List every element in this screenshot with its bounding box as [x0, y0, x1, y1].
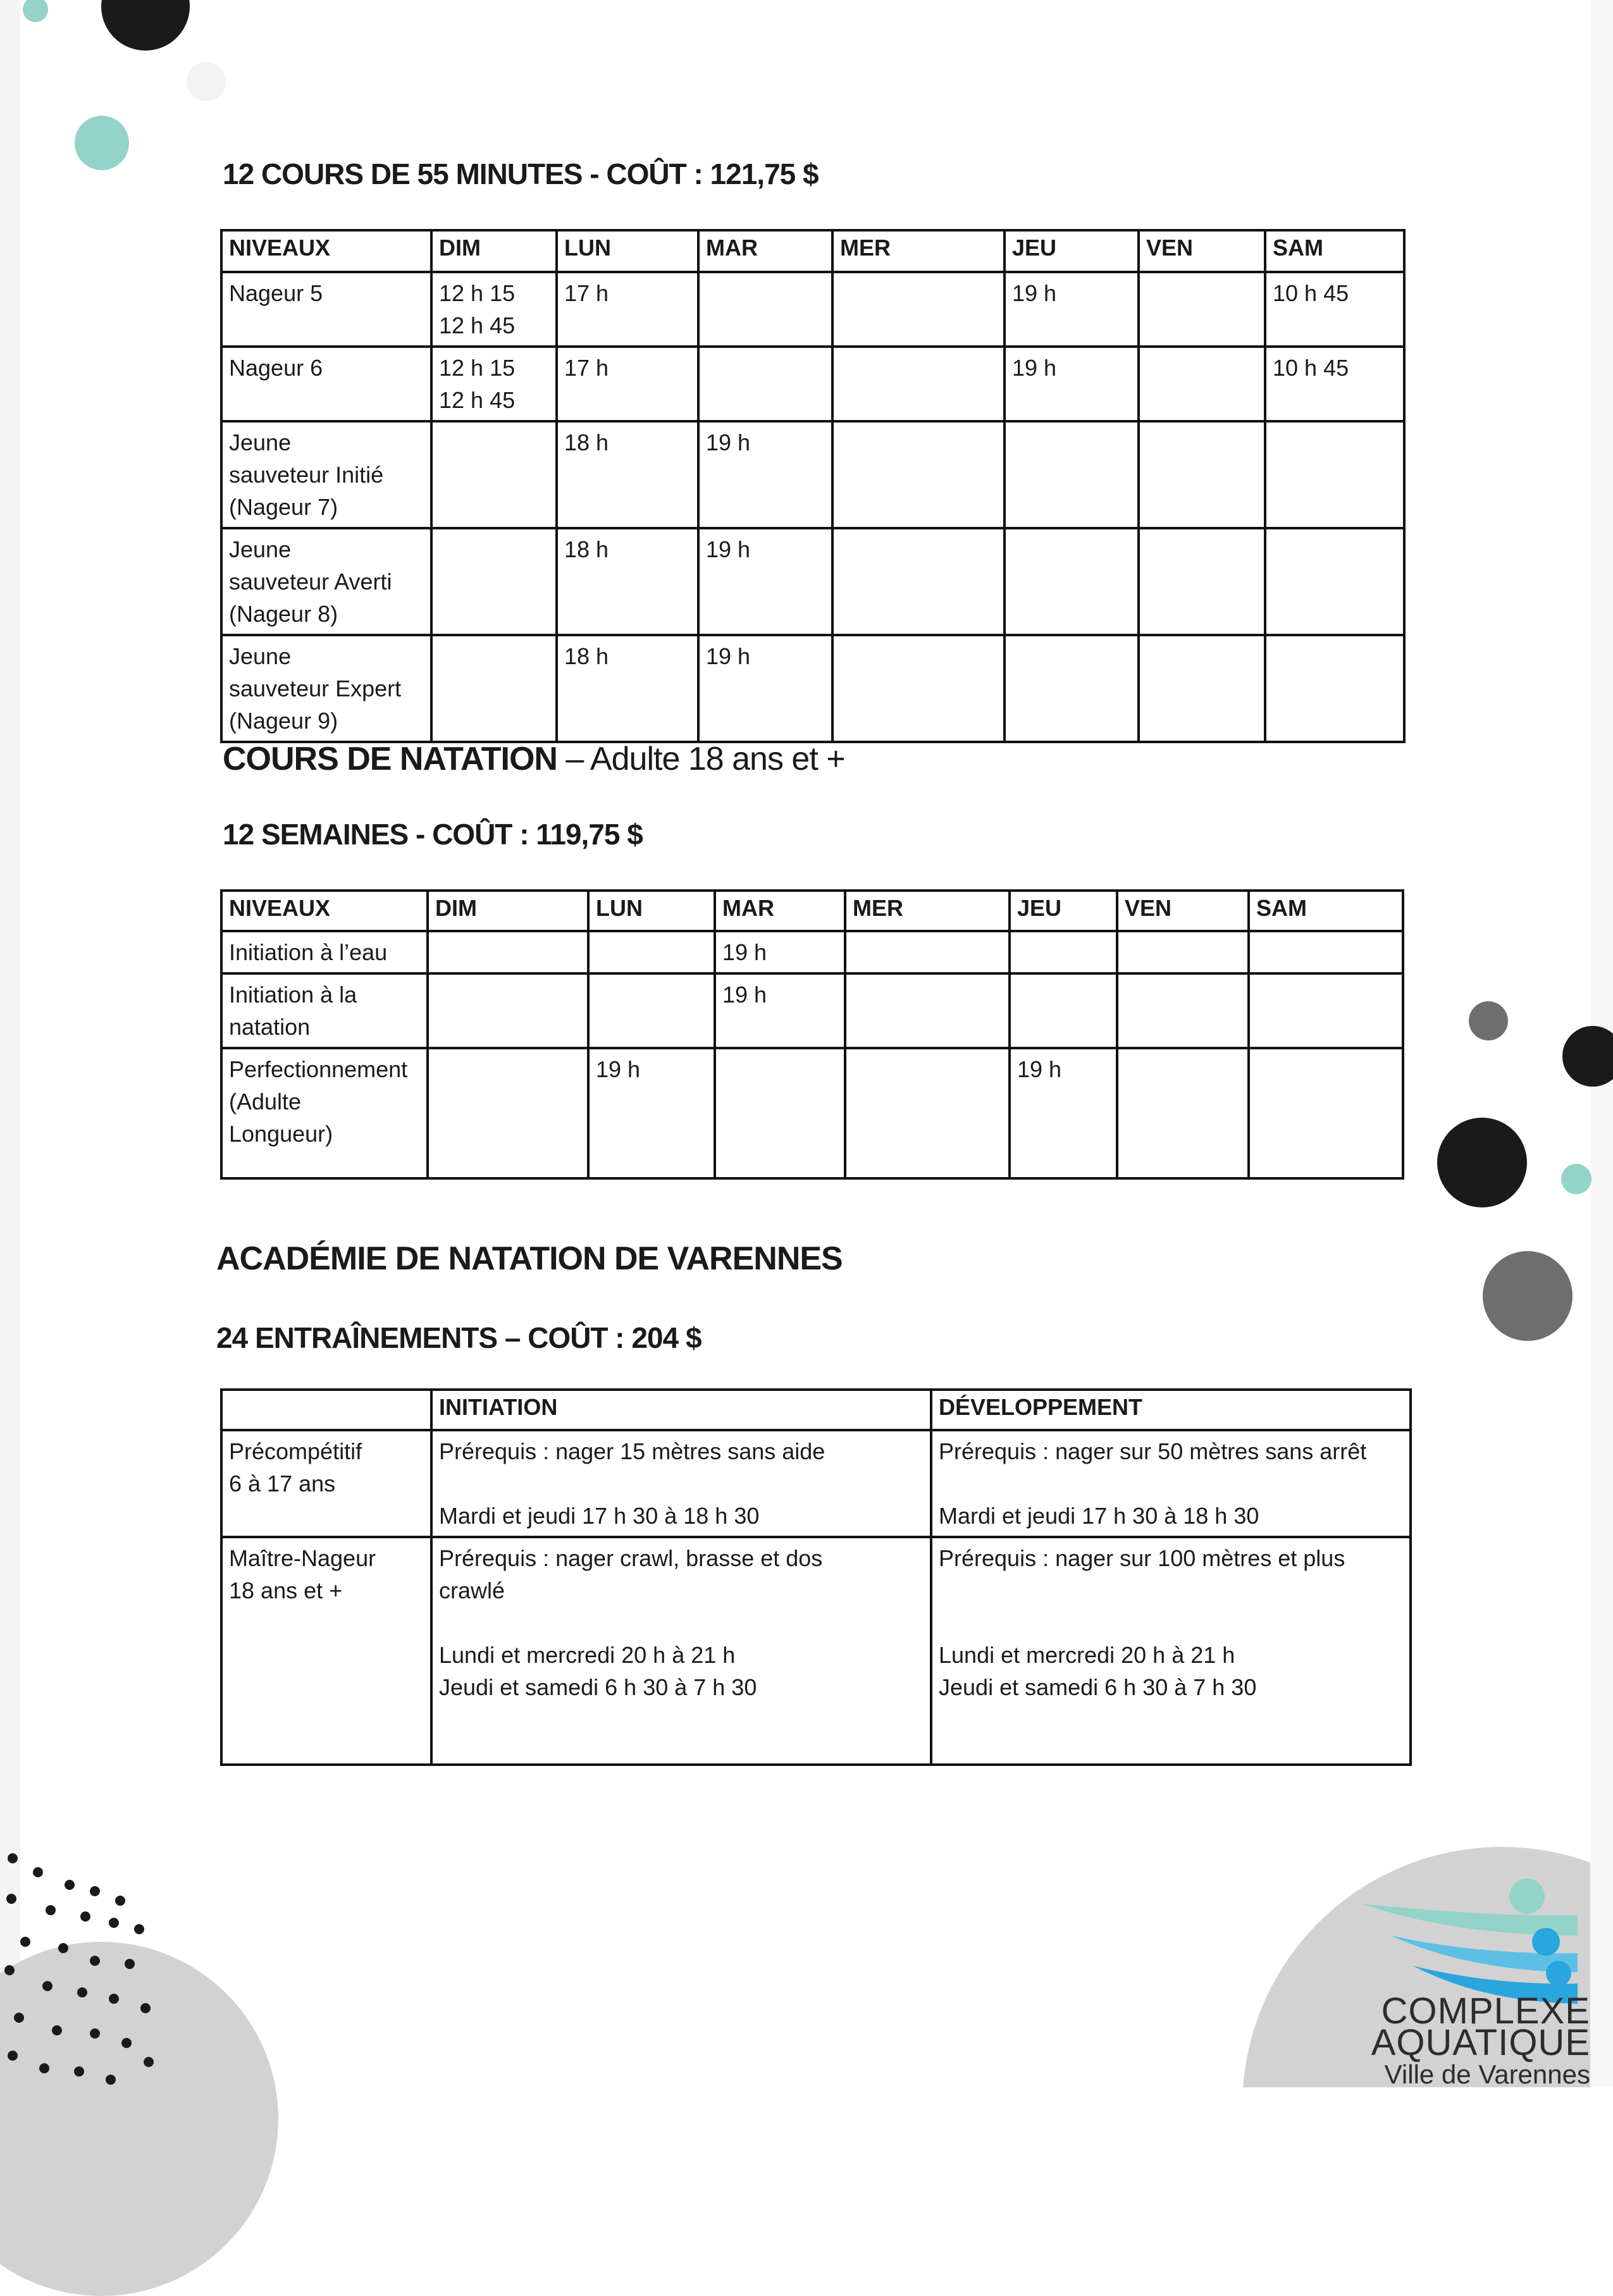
table-cell — [1117, 1048, 1249, 1178]
table-cell: Prérequis : nager 15 mètres sans aide Mardi et jeudi 17 h 30 à 18 h 30 — [431, 1430, 931, 1537]
column-header: INITIATION — [431, 1390, 931, 1430]
column-header: NIVEAUX — [221, 891, 428, 931]
section2-title — [223, 740, 845, 778]
table-cell — [832, 421, 1004, 528]
table-cell — [1249, 931, 1403, 973]
table-cell: 17 h — [557, 272, 698, 347]
table-cell — [431, 635, 557, 742]
table-cell — [588, 931, 715, 973]
table-cell — [1265, 421, 1404, 528]
section1-schedule-table — [220, 229, 1406, 743]
table-cell: Prérequis : nager sur 100 mètres et plus Lundi et mercredi 20 h à 21 h Jeudi et samedi 6 h 30 à 7 h 30 — [931, 1537, 1411, 1765]
table-row — [221, 1048, 1403, 1178]
table-row — [221, 272, 1404, 347]
table-cell: 19 h — [588, 1048, 715, 1178]
row-label-cell: Perfectionnement (Adulte Longueur) — [221, 1048, 428, 1178]
table-row — [221, 635, 1404, 742]
section2-header-row — [221, 891, 1403, 931]
table-cell — [1265, 528, 1404, 635]
column-header: DÉVELOPPEMENT — [931, 1390, 1411, 1430]
logo-text-line2: AQUATIQUE — [1371, 2022, 1590, 2063]
table-cell — [1249, 1048, 1403, 1178]
table-cell: 19 h — [698, 528, 832, 635]
table-cell: 12 h 15 12 h 45 — [431, 272, 557, 347]
table-cell — [1265, 635, 1404, 742]
decor-circle-black-large — [101, 0, 190, 51]
section3-subtitle: 24 ENTRAÎNEMENTS – COÛT : 204 $ — [216, 1321, 701, 1354]
column-header: JEU — [1010, 891, 1117, 931]
table-cell — [715, 1048, 845, 1178]
section3-header-row — [221, 1390, 1411, 1430]
row-label-cell: Jeune sauveteur Expert (Nageur 9) — [221, 635, 431, 742]
table-cell: 17 h — [557, 347, 698, 421]
table-cell: 19 h — [1004, 272, 1139, 347]
section1-title: 12 COURS DE 55 MINUTES - COÛT : 121,75 $ — [223, 157, 819, 190]
row-label-cell: Nageur 5 — [221, 272, 431, 347]
table-cell: 19 h — [698, 635, 832, 742]
row-label-cell: Initiation à la natation — [221, 973, 428, 1048]
table-cell: 18 h — [557, 421, 698, 528]
table-cell — [1139, 272, 1265, 347]
section2-schedule-table — [220, 889, 1404, 1180]
table-cell — [1117, 973, 1249, 1048]
table-cell — [1249, 973, 1403, 1048]
column-header: MER — [832, 230, 1004, 272]
section3-title: ACADÉMIE DE NATATION DE VARENNES — [216, 1240, 843, 1277]
table-cell: 10 h 45 — [1265, 272, 1404, 347]
table-cell — [1010, 973, 1117, 1048]
column-header: MAR — [698, 230, 832, 272]
row-label-cell: Nageur 6 — [221, 347, 431, 421]
decor-circle-teal-small — [23, 0, 48, 22]
table-cell — [428, 973, 588, 1048]
table-cell: 18 h — [557, 635, 698, 742]
table-cell: 19 h — [1010, 1048, 1117, 1178]
table-cell: 19 h — [1004, 347, 1139, 421]
column-header: JEU — [1004, 230, 1139, 272]
row-label-cell: Maître-Nageur 18 ans et + — [221, 1537, 431, 1765]
table-cell — [1139, 347, 1265, 421]
row-label-cell: Précompétitif 6 à 17 ans — [221, 1430, 431, 1537]
column-header: SAM — [1265, 230, 1404, 272]
row-label-cell: Jeune sauveteur Averti (Nageur 8) — [221, 528, 431, 635]
table-row — [221, 1430, 1411, 1537]
table-cell: 19 h — [715, 931, 845, 973]
table-cell — [845, 931, 1010, 973]
table-cell — [1139, 635, 1265, 742]
row-label-cell: Jeune sauveteur Initié (Nageur 7) — [221, 421, 431, 528]
logo-text-line1: COMPLEXE — [1381, 1990, 1590, 2032]
table-cell: Prérequis : nager sur 50 mètres sans arrêt Mardi et jeudi 17 h 30 à 18 h 30 — [931, 1430, 1411, 1537]
decor-circle-black-big — [1437, 1118, 1527, 1207]
table-cell — [832, 272, 1004, 347]
column-header: DIM — [431, 230, 557, 272]
column-header: VEN — [1117, 891, 1249, 931]
table-cell — [1117, 931, 1249, 973]
table-cell — [1004, 421, 1139, 528]
table-cell — [431, 421, 557, 528]
section2-title-rest: – Adulte 18 ans et + — [557, 741, 845, 777]
column-header: VEN — [1139, 230, 1265, 272]
table-row — [221, 973, 1403, 1048]
table-cell — [832, 528, 1004, 635]
table-cell — [428, 931, 588, 973]
table-cell — [431, 528, 557, 635]
column-header: SAM — [1249, 891, 1403, 931]
table-cell — [588, 973, 715, 1048]
table-cell — [845, 973, 1010, 1048]
page-left-margin — [0, 0, 20, 2087]
decor-circle-grey-small — [1469, 1001, 1508, 1040]
section2-title-bold: COURS DE NATATION — [223, 741, 557, 777]
table-cell — [832, 635, 1004, 742]
column-header: MAR — [715, 891, 845, 931]
table-row — [221, 1537, 1411, 1765]
decor-circle-grey-large — [1483, 1251, 1573, 1341]
table-cell — [1004, 528, 1139, 635]
table-cell: 12 h 15 12 h 45 — [431, 347, 557, 421]
column-header: NIVEAUX — [221, 230, 431, 272]
table-cell: 10 h 45 — [1265, 347, 1404, 421]
column-header: DIM — [428, 891, 588, 931]
table-cell — [1010, 931, 1117, 973]
column-header: MER — [845, 891, 1010, 931]
table-cell: 19 h — [715, 973, 845, 1048]
table-cell — [428, 1048, 588, 1178]
column-header: LUN — [588, 891, 715, 931]
table-cell — [1139, 528, 1265, 635]
decor-circle-teal-tiny — [1561, 1164, 1591, 1194]
decor-circle-white-faint — [187, 62, 226, 101]
table-cell — [832, 347, 1004, 421]
section2-subtitle: 12 SEMAINES - COÛT : 119,75 $ — [223, 818, 643, 851]
logo-text-line3: Ville de Varennes — [1384, 2059, 1590, 2089]
table-cell — [698, 272, 832, 347]
table-row — [221, 931, 1403, 973]
column-header: LUN — [557, 230, 698, 272]
table-cell: Prérequis : nager crawl, brasse et dos crawlé Lundi et mercredi 20 h à 21 h Jeudi et samedi 6 h 30 à 7 h 30 — [431, 1537, 931, 1765]
table-cell — [1004, 635, 1139, 742]
table-row — [221, 421, 1404, 528]
decor-circle-black-right-edge — [1562, 1026, 1613, 1087]
row-label-cell: Initiation à l’eau — [221, 931, 428, 973]
table-row — [221, 347, 1404, 421]
decor-circle-teal-medium — [75, 116, 129, 170]
decor-dot-pattern — [0, 1847, 164, 2087]
table-cell — [698, 347, 832, 421]
table-cell — [1139, 421, 1265, 528]
column-header — [221, 1390, 431, 1430]
table-row — [221, 528, 1404, 635]
section3-academy-table — [220, 1388, 1412, 1766]
table-cell — [845, 1048, 1010, 1178]
table-cell: 19 h — [698, 421, 832, 528]
section1-header-row — [221, 230, 1404, 272]
table-cell: 18 h — [557, 528, 698, 635]
